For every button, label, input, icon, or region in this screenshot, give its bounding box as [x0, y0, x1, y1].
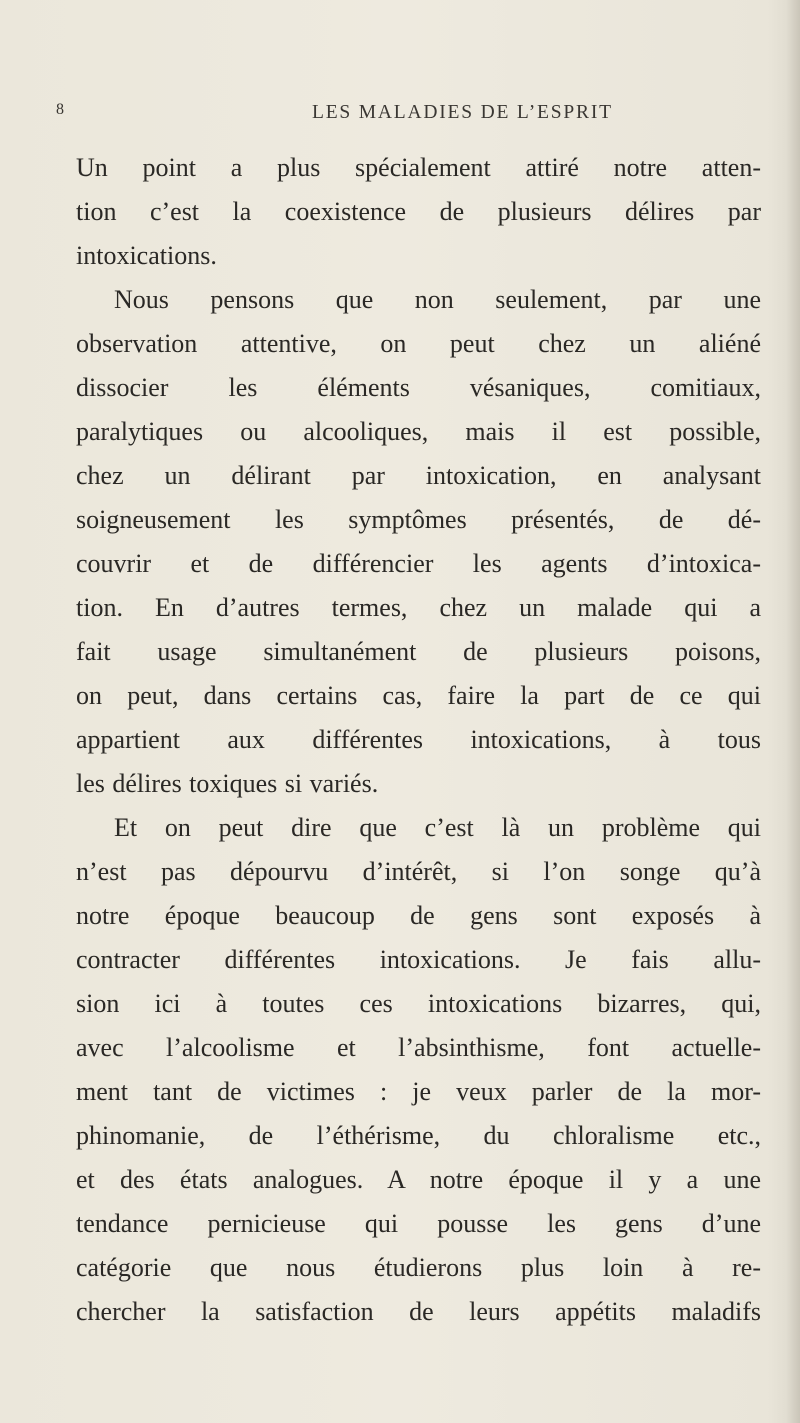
text-line: couvrir et de différencier les agents d’intoxica-: [76, 549, 761, 578]
text-line: tion c’est la coexistence de plusieurs délires par: [76, 197, 761, 226]
text-line: notre époque beaucoup de gens sont exposés à: [76, 901, 761, 930]
text-line: observation attentive, on peut chez un aliéné: [76, 329, 761, 358]
page-number: 8: [56, 101, 64, 118]
page-header: [0, 101, 800, 131]
text-line: tendance pernicieuse qui pousse les gens d’une: [76, 1209, 761, 1238]
text-line: soigneusement les symptômes présentés, de dé-: [76, 505, 761, 534]
text-line: paralytiques ou alcooliques, mais il est possible,: [76, 417, 761, 446]
text-line: et des états analogues. A notre époque il y a une: [76, 1165, 761, 1194]
text-line: n’est pas dépourvu d’intérêt, si l’on songe qu’à: [76, 857, 761, 886]
text-line: phinomanie, de l’éthérisme, du chloralisme etc.,: [76, 1121, 761, 1150]
text-line: ment tant de victimes : je veux parler de la mor-: [76, 1077, 761, 1106]
text-line: appartient aux différentes intoxications, à tous: [76, 725, 761, 754]
text-line: catégorie que nous étudierons plus loin à re-: [76, 1253, 761, 1282]
text-line: Et on peut dire que c’est là un problème qui: [114, 813, 761, 842]
text-line: intoxications.: [76, 241, 217, 270]
text-line: les délires toxiques si variés.: [76, 769, 379, 798]
text-line: on peut, dans certains cas, faire la part de ce qui: [76, 681, 761, 710]
text-line: fait usage simultanément de plusieurs poisons,: [76, 637, 761, 666]
body-text: [76, 146, 761, 1334]
text-line: Nous pensons que non seulement, par une: [114, 285, 761, 314]
text-line: dissocier les éléments vésaniques, comitiaux,: [76, 373, 761, 402]
text-line: chercher la satisfaction de leurs appétits maladifs: [76, 1297, 761, 1326]
text-line: avec l’alcoolisme et l’absinthisme, font actuelle-: [76, 1033, 761, 1062]
text-line: Un point a plus spécialement attiré notre atten-: [76, 153, 761, 182]
page-edge-shadow: [786, 0, 800, 1423]
text-line: tion. En d’autres termes, chez un malade qui a: [76, 593, 761, 622]
text-line: sion ici à toutes ces intoxications bizarres, qui,: [76, 989, 761, 1018]
text-line: contracter différentes intoxications. Je fais allu-: [76, 945, 761, 974]
text-line: chez un délirant par intoxication, en analysant: [76, 461, 761, 490]
running-title: LES MALADIES DE L’ESPRIT: [312, 102, 613, 123]
